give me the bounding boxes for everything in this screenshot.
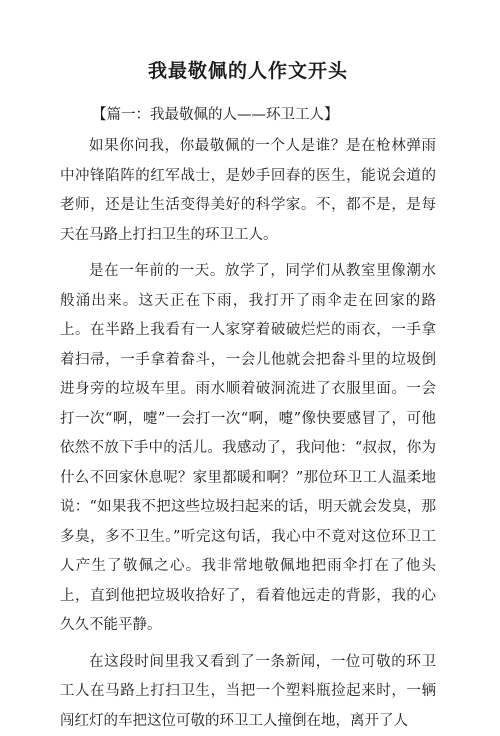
paragraph-1: 如果你问我，你最敬佩的一个人是谁？是在枪林弹雨中冲锋陷阵的红军战士，是妙手回春的医生，能说会道的老师，还是让生活变得美好的科学家。不，都不是，是每天在马路上打扫卫生的环卫工人。 — [60, 132, 436, 250]
document-title: 我最敬佩的人作文开头 — [60, 0, 436, 84]
paragraph-3: 在这段时间里我又看到了一条新闻，一位可敬的环卫工人在马路上打扫卫生，当把一个塑料瓶捡起来时，一辆闯红灯的车把这位可敬的环卫工人撞倒在地，离开了人 — [60, 648, 436, 736]
section-heading: 【篇一：我最敬佩的人——环卫工人】 — [92, 104, 436, 126]
paragraph-2: 是在一年前的一天。放学了，同学们从教室里像潮水般涌出来。这天正在下雨，我打开了雨伞走在回家的路上。在半路上我看有一人家穿着破破烂烂的雨衣，一手拿着扫帚，一手拿着畚斗，一会儿他就会把畚斗里的垃圾倒进身旁的垃圾车里。雨水顺着破洞流进了衣服里面。一会打一次“啊，嚏”一会打一次“啊，嚏”像快要感冒了，可他依然不放下手中的活儿。我感动了，我问他：“叔叔，你为什么不回家休息呢？家里都暖和啊？”那位环卫工人温柔地说：“如果我不把这些垃圾扫起来的话，明天就会发臭，那多臭，多不卫生。”听完这句话，我心中不竟对这位环卫工人产生了敬佩之心。我非常地敬佩地把雨伞打在了他头上，直到他把垃圾收拾好了，看着他远走的背影，我的心久久不能平静。 — [60, 257, 436, 641]
